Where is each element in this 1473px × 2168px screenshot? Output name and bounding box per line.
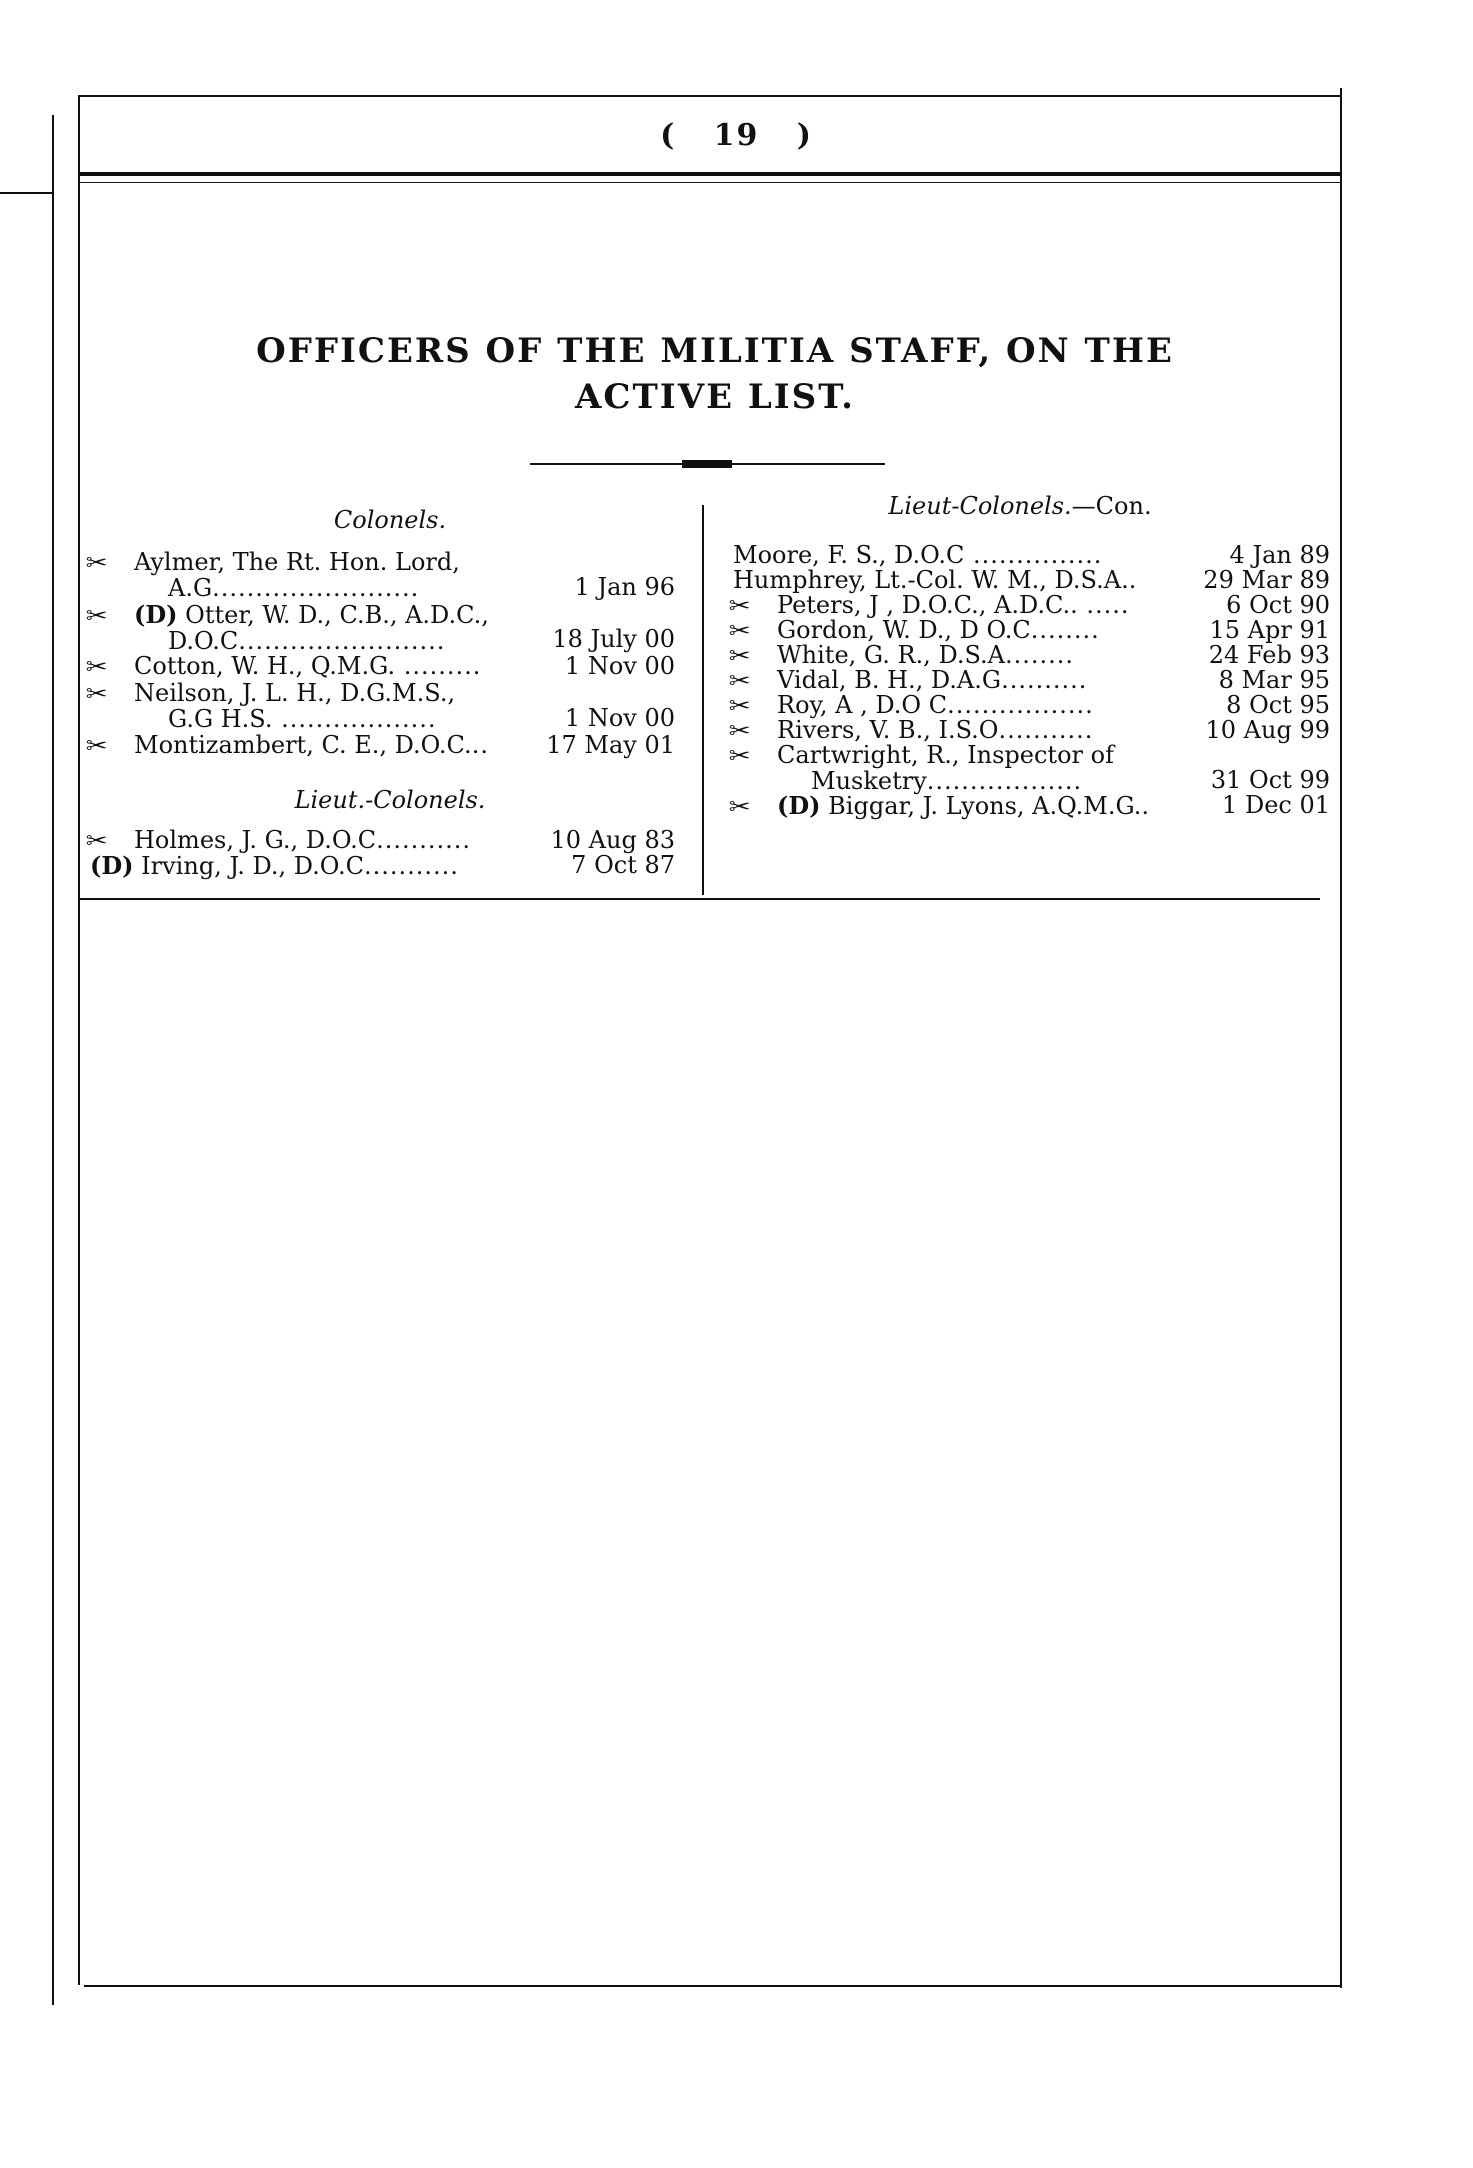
entry-date: 1 Dec 01	[1222, 791, 1330, 819]
frame-left	[78, 95, 80, 1985]
entry-date: 24 Feb 93	[1208, 641, 1330, 669]
frame-bottom	[84, 1985, 1340, 1987]
d-prefix: (D)	[777, 791, 821, 820]
list-item: ✂ Montizambert, C. E., D.O.C... 17 May 01	[85, 731, 675, 759]
title-line-1: OFFICERS OF THE MILITIA STAFF, ON THE	[256, 331, 1174, 371]
entry-date: 1 Nov 00	[564, 652, 675, 680]
paren-close: )	[796, 118, 813, 153]
frame-right	[1340, 88, 1342, 1988]
scissors-icon: ✂	[728, 669, 751, 694]
list-item: ✂ Peters, J , D.O.C., A.D.C.. ..... 6 Oct 90	[728, 591, 1330, 619]
entry-date: 7 Oct 87	[571, 851, 675, 879]
heading-italic: Lieut-Colonels.	[888, 492, 1072, 520]
entry-name: Neilson, J. L. H., D.G.M.S.,	[134, 679, 456, 707]
entry-name: Humphrey, Lt.-Col. W. M., D.S.A..	[733, 566, 1137, 594]
scissors-icon: ✂	[728, 795, 751, 820]
entry-name: Vidal, B. H., D.A.G	[777, 666, 1002, 694]
paren-open: (	[660, 118, 677, 153]
entry-date: 1 Nov 00	[564, 704, 675, 732]
colonels-heading: Colonels.	[333, 506, 447, 534]
list-item: ✂ Gordon, W. D., D O.C........ 15 Apr 91	[728, 616, 1330, 644]
d-prefix: (D)	[134, 600, 178, 629]
entry-date: 15 Apr 91	[1209, 616, 1330, 644]
list-item: ✂ Roy, A , D.O C................. 8 Oct 95	[728, 691, 1330, 719]
entry-date: 18 July 00	[552, 625, 675, 653]
list-item: Moore, F. S., D.O.C ............... 4 Jan 89	[733, 541, 1330, 569]
entry-date: 10 Aug 99	[1205, 716, 1330, 744]
scissors-icon: ✂	[728, 694, 751, 719]
scissors-icon: ✂	[85, 829, 108, 854]
list-item	[728, 791, 1330, 820]
entry-name: Irving, J. D., D.O.C	[141, 852, 365, 880]
right-list	[728, 541, 1330, 820]
entry-name: Aylmer, The Rt. Hon. Lord,	[134, 548, 460, 576]
entry-date: 1 Jan 96	[574, 573, 675, 601]
scissors-icon: ✂	[728, 744, 751, 769]
entry-name: Roy, A , D.O C	[777, 691, 948, 719]
entry-name: Cotton, W. H., Q.M.G.	[134, 652, 396, 680]
entry-name: Montizambert, C. E., D.O.C.	[134, 731, 472, 759]
list-item	[733, 568, 1330, 593]
scissors-icon: ✂	[85, 604, 108, 629]
list-item: ✂ White, G. R., D.S.A........ 24 Feb 93	[728, 641, 1330, 669]
scissors-icon: ✂	[85, 551, 108, 576]
entry-name: Gordon, W. D., D O.C	[777, 616, 1031, 644]
entry-date: 31 Oct 99	[1210, 766, 1330, 794]
frame-top	[78, 95, 1340, 97]
entry-name: Rivers, V. B., I.S.O	[777, 716, 999, 744]
heading-suffix: —Con.	[1071, 492, 1152, 520]
table-bottom-rule	[80, 898, 1320, 900]
list-item: ✂ Neilson, J. L. H., D.G.M.S., G.G H.S. .................. 1 Nov 00	[85, 679, 675, 733]
entry-name-cont: A.G	[168, 574, 213, 602]
entry-date: 8 Oct 95	[1226, 691, 1330, 719]
entry-name: Peters, J , D.O.C., A.D.C..	[777, 591, 1078, 619]
entry-date: 8 Mar 95	[1218, 666, 1330, 694]
entry-name: White, G. R., D.S.A	[777, 641, 1005, 669]
entry-name: Cartwright, R., Inspector of	[777, 741, 1114, 769]
scissors-icon: ✂	[85, 655, 108, 680]
entry-date: 4 Jan 89	[1229, 541, 1330, 569]
list-item: ✂ (D) Otter, W. D., C.B., A.D.C., D.O.C........................ 18 July 00	[85, 600, 675, 655]
lt-colonels-heading: Lieut.-Colonels.	[294, 786, 486, 814]
left-margin-line	[52, 115, 54, 2005]
header-rule-thick	[80, 172, 1340, 176]
scissors-icon: ✂	[728, 619, 751, 644]
list-item: (D) Irving, J. D., D.O.C........... 7 Oct 87	[90, 851, 675, 880]
entry-name-cont: G.G H.S.	[168, 705, 273, 733]
entry-name-cont: Musketry	[811, 767, 927, 795]
entry-name-cont: D.O.C	[168, 627, 239, 655]
entry-date: 10 Aug 83	[550, 826, 675, 854]
entry-date: 6 Oct 90	[1226, 591, 1330, 619]
column-divider	[702, 505, 704, 895]
list-item: ✂ Cartwright, R., Inspector of Musketry.................. 31 Oct 99	[728, 741, 1330, 795]
scissors-icon: ✂	[728, 719, 751, 744]
list-item: ✂ Holmes, J. G., D.O.C........... 10 Aug 83	[85, 826, 675, 854]
right-heading	[710, 492, 1330, 520]
page-title	[170, 328, 1260, 420]
left-margin-tick	[0, 192, 52, 194]
list-item: ✂ Rivers, V. B., I.S.O........... 10 Aug 99	[728, 716, 1330, 744]
scissors-icon: ✂	[85, 734, 108, 759]
entry-name: Holmes, J. G., D.O.C	[134, 826, 377, 854]
scissors-icon: ✂	[728, 644, 751, 669]
colonels-list	[85, 548, 675, 759]
entry-date: 17 May 01	[546, 731, 675, 759]
scissors-icon: ✂	[728, 594, 751, 619]
entry-date: 29 Mar 89	[1203, 566, 1330, 594]
scissors-icon: ✂	[85, 682, 108, 707]
d-prefix: (D)	[90, 851, 134, 880]
list-item: ✂ Cotton, W. H., Q.M.G. ......... 1 Nov 00	[85, 652, 675, 680]
entry-name: Moore, F. S., D.O.C	[733, 541, 965, 569]
header-rule-thin	[80, 182, 1340, 183]
list-item: ✂ Aylmer, The Rt. Hon. Lord, A.G........................ 1 Jan 96	[85, 548, 675, 602]
page-number-value: 19	[713, 118, 760, 153]
title-line-2: ACTIVE LIST.	[575, 377, 855, 417]
page-number	[0, 118, 1473, 153]
entry-name: Biggar, J. Lyons, A.Q.M.G..	[828, 792, 1150, 820]
title-divider-mark	[682, 460, 732, 468]
entry-name: Otter, W. D., C.B., A.D.C.,	[185, 601, 489, 629]
lt-colonels-list	[85, 826, 675, 880]
list-item: ✂ Vidal, B. H., D.A.G.......... 8 Mar 95	[728, 666, 1330, 694]
